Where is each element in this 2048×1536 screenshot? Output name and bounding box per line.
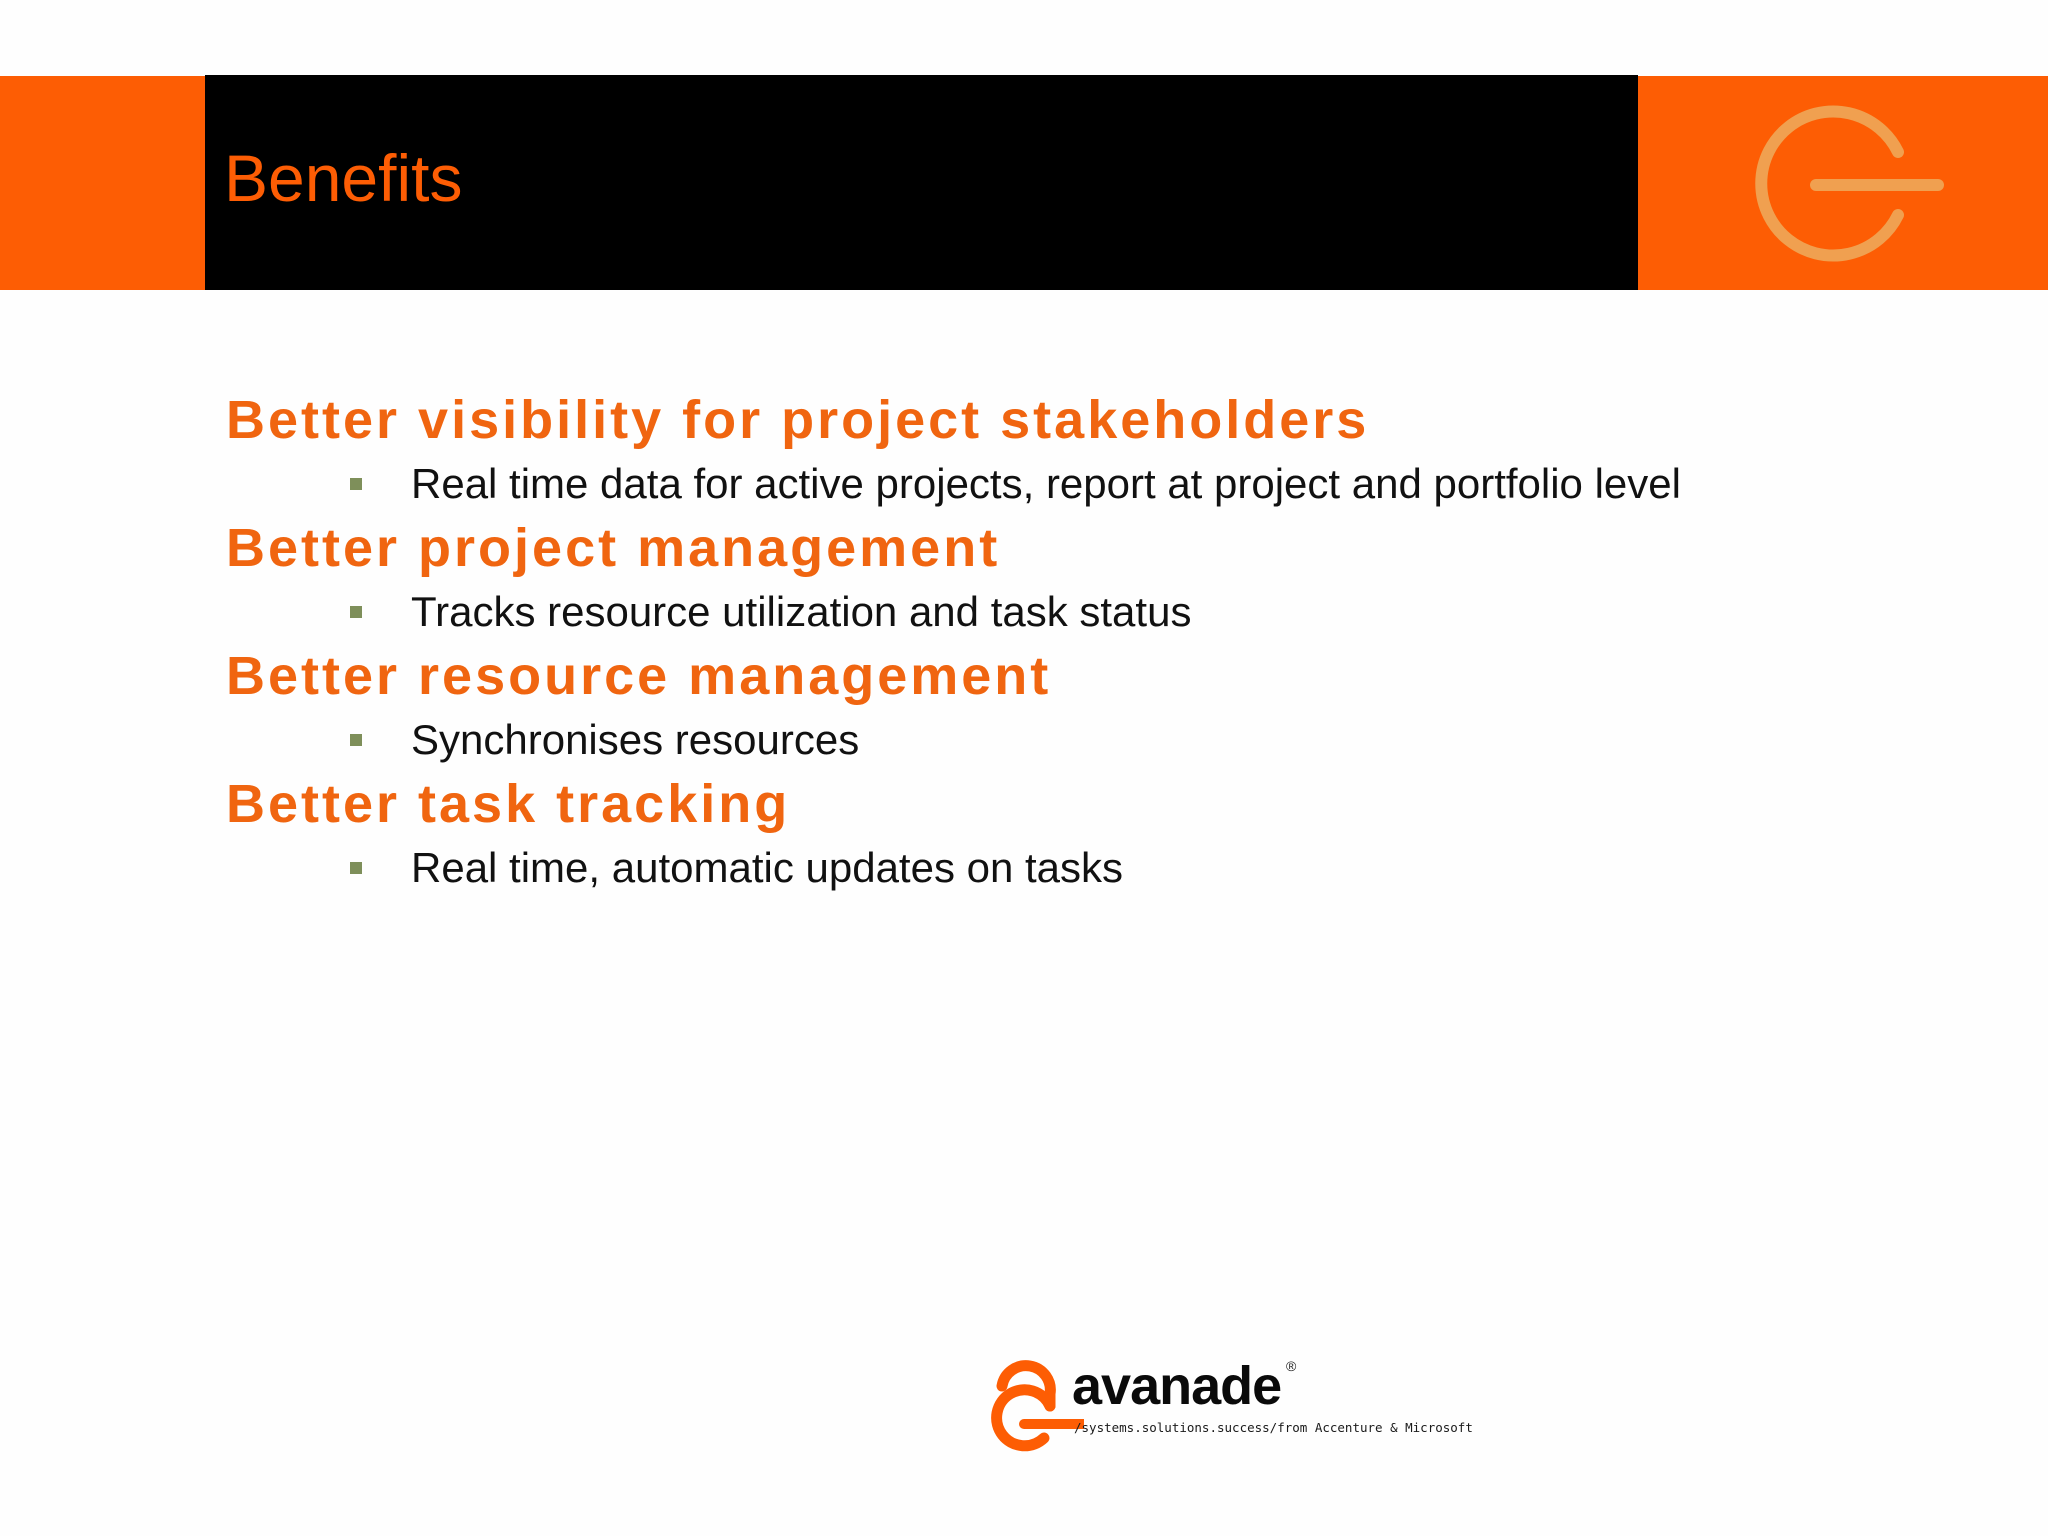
- benefit-heading: Better resource management: [226, 646, 1052, 706]
- registered-mark: ®: [1286, 1358, 1297, 1374]
- benefit-bullet-row: [226, 708, 1826, 772]
- benefits-list: [226, 388, 1826, 900]
- square-bullet-icon: [350, 862, 362, 874]
- logo-name: avanade: [1072, 1356, 1282, 1416]
- avanade-logo: [984, 1354, 1504, 1454]
- benefit-heading: Better visibility for project stakeholders: [226, 390, 1370, 450]
- avanade-logo-icon: [984, 1354, 1084, 1454]
- benefit-bullet-text: Tracks resource utilization and task status: [411, 588, 1192, 635]
- benefit-section: [226, 516, 1826, 644]
- benefit-heading: Better project management: [226, 518, 1001, 578]
- benefit-bullet-row: [226, 452, 1826, 516]
- square-bullet-icon: [350, 734, 362, 746]
- benefit-bullet-text: Real time data for active projects, report at project and portfolio level: [411, 460, 1681, 507]
- benefit-section: [226, 388, 1826, 516]
- benefit-section: [226, 644, 1826, 772]
- square-bullet-icon: [350, 478, 362, 490]
- power-icon: [1728, 100, 1968, 280]
- square-bullet-icon: [350, 606, 362, 618]
- logo-tagline: /systems.solutions.success/from Accenture & Microsoft: [1074, 1420, 1473, 1435]
- benefit-heading: Better task tracking: [226, 774, 791, 834]
- benefit-bullet-text: Synchronises resources: [411, 716, 860, 763]
- benefit-section: [226, 772, 1826, 900]
- benefit-bullet-row: [226, 580, 1826, 644]
- benefit-bullet-row: [226, 836, 1826, 900]
- slide-title: Benefits: [224, 141, 463, 215]
- benefit-bullet-text: Real time, automatic updates on tasks: [411, 844, 1124, 891]
